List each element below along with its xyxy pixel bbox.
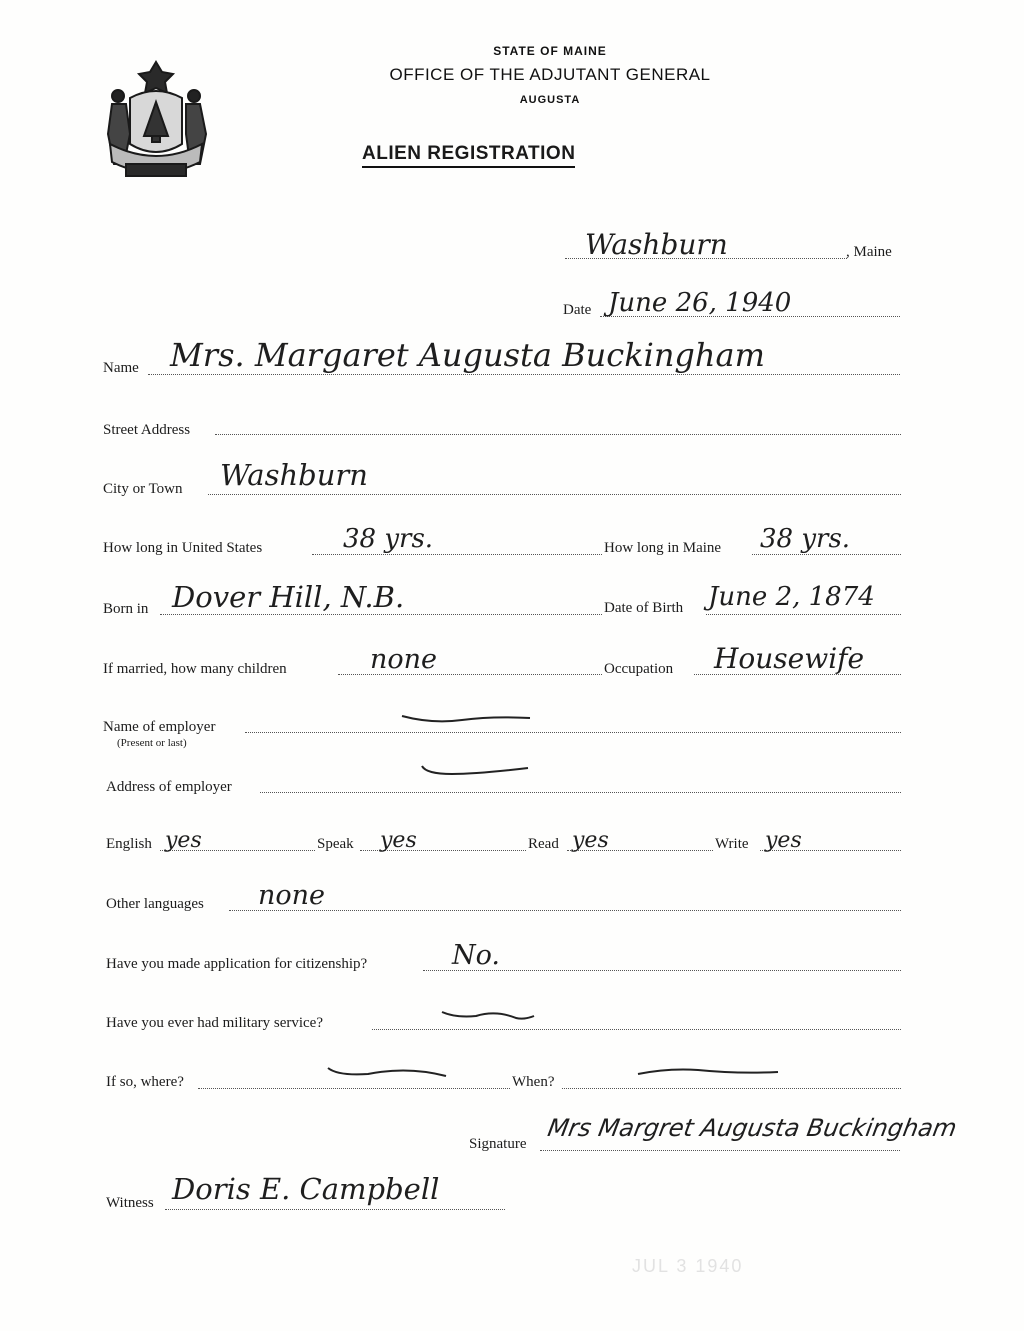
where-label: If so, where?	[106, 1074, 184, 1090]
where-dash-mark	[326, 1064, 448, 1080]
street-label: Street Address	[103, 422, 191, 438]
employer-sublabel: (Present or last)	[117, 737, 187, 749]
header-office: OFFICE OF THE ADJUTANT GENERAL	[389, 65, 711, 84]
write-entry: yes	[765, 828, 802, 853]
form-title: ALIEN REGISTRATION	[362, 143, 575, 168]
other-languages-entry: none	[258, 880, 326, 911]
born-label: Born in	[103, 601, 149, 617]
signature-entry: Mrs Margret Augusta Buckingham	[545, 1114, 959, 1142]
english-label: English	[106, 836, 152, 852]
children-label: If married, how many children	[103, 661, 287, 677]
how-long-maine-entry: 38 yrs.	[760, 524, 851, 554]
employer-address-label: Address of employer	[106, 779, 232, 795]
born-entry: Dover Hill, N.B.	[172, 580, 405, 614]
employer-dash-mark	[400, 708, 532, 724]
how-long-us-entry: 38 yrs.	[343, 524, 434, 554]
employer-address-dash-mark	[420, 762, 530, 778]
place-entry: Washburn	[585, 228, 728, 261]
name-label: Name	[103, 360, 139, 376]
when-label: When?	[512, 1074, 555, 1090]
military-label: Have you ever had military service?	[106, 1015, 323, 1031]
read-entry: yes	[572, 828, 609, 853]
date-label: Date	[563, 302, 592, 318]
speak-label: Speak	[317, 836, 354, 852]
other-languages-label: Other languages	[106, 896, 204, 912]
when-dash-mark	[636, 1064, 780, 1080]
military-dash-mark	[440, 1004, 536, 1022]
how-long-us-label: How long in United States	[103, 540, 263, 556]
witness-label: Witness	[106, 1195, 154, 1211]
citizenship-entry: No.	[452, 940, 500, 971]
occupation-entry: Housewife	[714, 642, 865, 675]
dob-entry: June 2, 1874	[708, 582, 875, 612]
signature-label: Signature	[469, 1136, 527, 1152]
english-entry: yes	[165, 828, 202, 853]
citizenship-label: Have you made application for citizenship?	[106, 956, 368, 972]
how-long-maine-label: How long in Maine	[604, 540, 722, 556]
city-label: City or Town	[103, 481, 183, 497]
employer-label: Name of employer	[103, 719, 216, 735]
speak-entry: yes	[380, 828, 417, 853]
header-city: AUGUSTA	[519, 94, 581, 106]
date-entry: June 26, 1940	[608, 288, 792, 318]
received-stamp: JUL 3 1940	[632, 1256, 744, 1276]
name-entry: Mrs. Margaret Augusta Buckingham	[170, 336, 765, 374]
witness-entry: Doris E. Campbell	[172, 1172, 440, 1206]
read-label: Read	[528, 836, 559, 852]
write-label: Write	[715, 836, 749, 852]
state-seal-icon	[100, 58, 212, 180]
dob-label: Date of Birth	[604, 600, 684, 616]
place-suffix: , Maine	[846, 244, 892, 260]
city-entry: Washburn	[220, 458, 368, 492]
children-entry: none	[370, 644, 438, 675]
occupation-label: Occupation	[604, 661, 674, 677]
header-state: STATE OF MAINE	[493, 44, 607, 58]
